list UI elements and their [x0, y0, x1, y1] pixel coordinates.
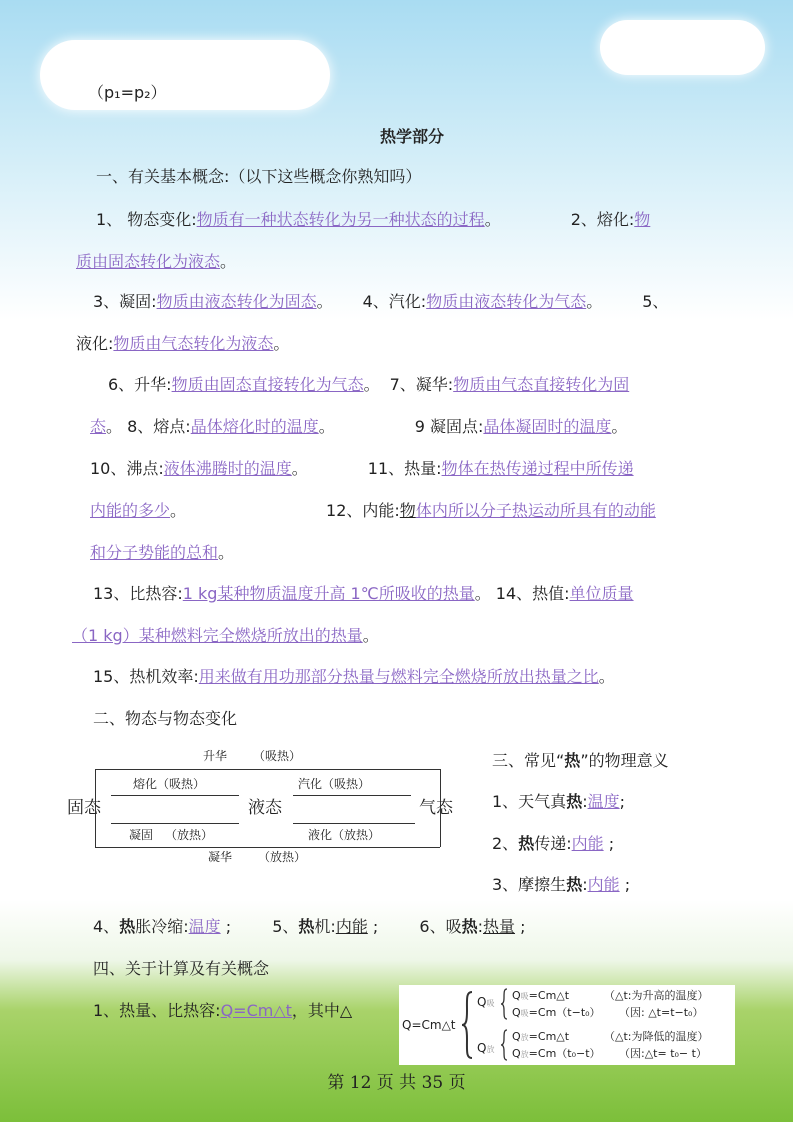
heat-meaning-item: 1、天气真热:温度;	[492, 792, 625, 811]
section-1-heading: 一、有关基本概念:（以下这些概念你熟知吗）	[96, 167, 422, 186]
heat-meaning-row: 4、热胀冷缩:温度 ; 5、热机:内能 ; 6、吸热:热量 ;	[93, 917, 526, 936]
formula-main: Q=Cm△t	[402, 1018, 456, 1032]
concept-line: 10、沸点:液体沸腾时的温度。 11、热量:物体在热传递过程中所传递	[90, 459, 634, 478]
concept-line: 1、 物态变化:物质有一种状态转化为另一种状态的过程。 2、熔化:物	[96, 210, 651, 229]
q-absorb: Q吸	[477, 995, 495, 1009]
concept-line: 内能的多少。 12、内能:物体内所以分子热运动所具有的动能	[90, 501, 656, 520]
concept-line: 质由固态转化为液态。	[76, 252, 237, 271]
formula-note: （因:△t= t₀− t）	[619, 1047, 707, 1060]
formula-row: Q吸=Cm△t	[512, 989, 570, 1002]
section-title: 热学部分	[380, 127, 445, 146]
formula-row: Q放=Cm（t₀−t）	[512, 1047, 601, 1060]
heat-formula-line: 1、热量、比热容:Q=Cm△t，其中△	[93, 1001, 353, 1020]
state-change-diagram	[63, 745, 459, 865]
concept-line: （1 kg）某种燃料完全燃烧所放出的热量。	[72, 626, 379, 645]
formula-note: （△t:为降低的温度）	[604, 1030, 709, 1043]
label-deposition: 凝华	[208, 850, 233, 864]
concept-line: 15、热机效率:用来做有用功那部分热量与燃料完全燃烧所放出热量之比。	[93, 667, 615, 686]
cloud-right	[600, 20, 765, 75]
page-footer: 第 12 页 共 35 页	[327, 1073, 466, 1093]
label-liquefaction: 液化（放热）	[308, 828, 381, 842]
label-absorb: （吸热）	[253, 749, 302, 763]
formula-row: Q放=Cm△t	[512, 1030, 570, 1043]
concept-line: 13、比热容:1 kg某种物质温度升高 1℃所吸收的热量。 14、热值:单位质量	[93, 584, 634, 603]
concept-line: 态。 8、熔点:晶体熔化时的温度。 9 凝固点:晶体凝固时的温度。	[90, 417, 628, 436]
label-gas: 气态	[419, 798, 453, 818]
concept-line: 液化:物质由气态转化为液态。	[76, 334, 290, 353]
concept-line: 和分子势能的总和。	[90, 543, 235, 562]
section-4-heading: 四、关于计算及有关概念	[93, 959, 270, 978]
heat-meaning-item: 3、摩擦生热:内能 ;	[492, 875, 631, 894]
formula-note: （因: △t=t−t₀）	[619, 1006, 704, 1019]
top-formula: （p₁=p₂）	[88, 83, 167, 102]
brace-icon	[500, 988, 508, 1020]
concept-line: 3、凝固:物质由液态转化为固态。 4、汽化:物质由液态转化为气态。 5、	[93, 292, 669, 311]
label-sublimation: 升华	[203, 749, 228, 763]
concept-line: 6、升华:物质由固态直接转化为气态。 7、凝华:物质由气态直接转化为固	[108, 375, 630, 394]
formula-row: Q吸=Cm（t−t₀）	[512, 1006, 601, 1019]
heat-formula-box	[399, 985, 735, 1065]
q-release: Q放	[477, 1041, 495, 1055]
label-solidification: 凝固	[129, 828, 154, 842]
label-vaporization: 汽化（吸热）	[298, 777, 371, 791]
label-release: （放热）	[165, 828, 214, 842]
heat-meaning-item: 2、热传递:内能 ;	[492, 834, 615, 853]
formula-note: （△t:为升高的温度）	[604, 989, 709, 1002]
section-2-heading: 二、物态与物态变化	[93, 709, 238, 728]
label-melting: 熔化（吸热）	[133, 777, 206, 791]
cloud-left	[40, 40, 330, 110]
label-release: （放热）	[258, 850, 307, 864]
label-solid: 固态	[67, 798, 101, 818]
label-liquid: 液态	[248, 798, 282, 818]
big-brace-icon	[461, 991, 473, 1059]
brace-icon	[500, 1029, 508, 1061]
section-3-heading: 三、常见“热”的物理意义	[492, 751, 669, 770]
